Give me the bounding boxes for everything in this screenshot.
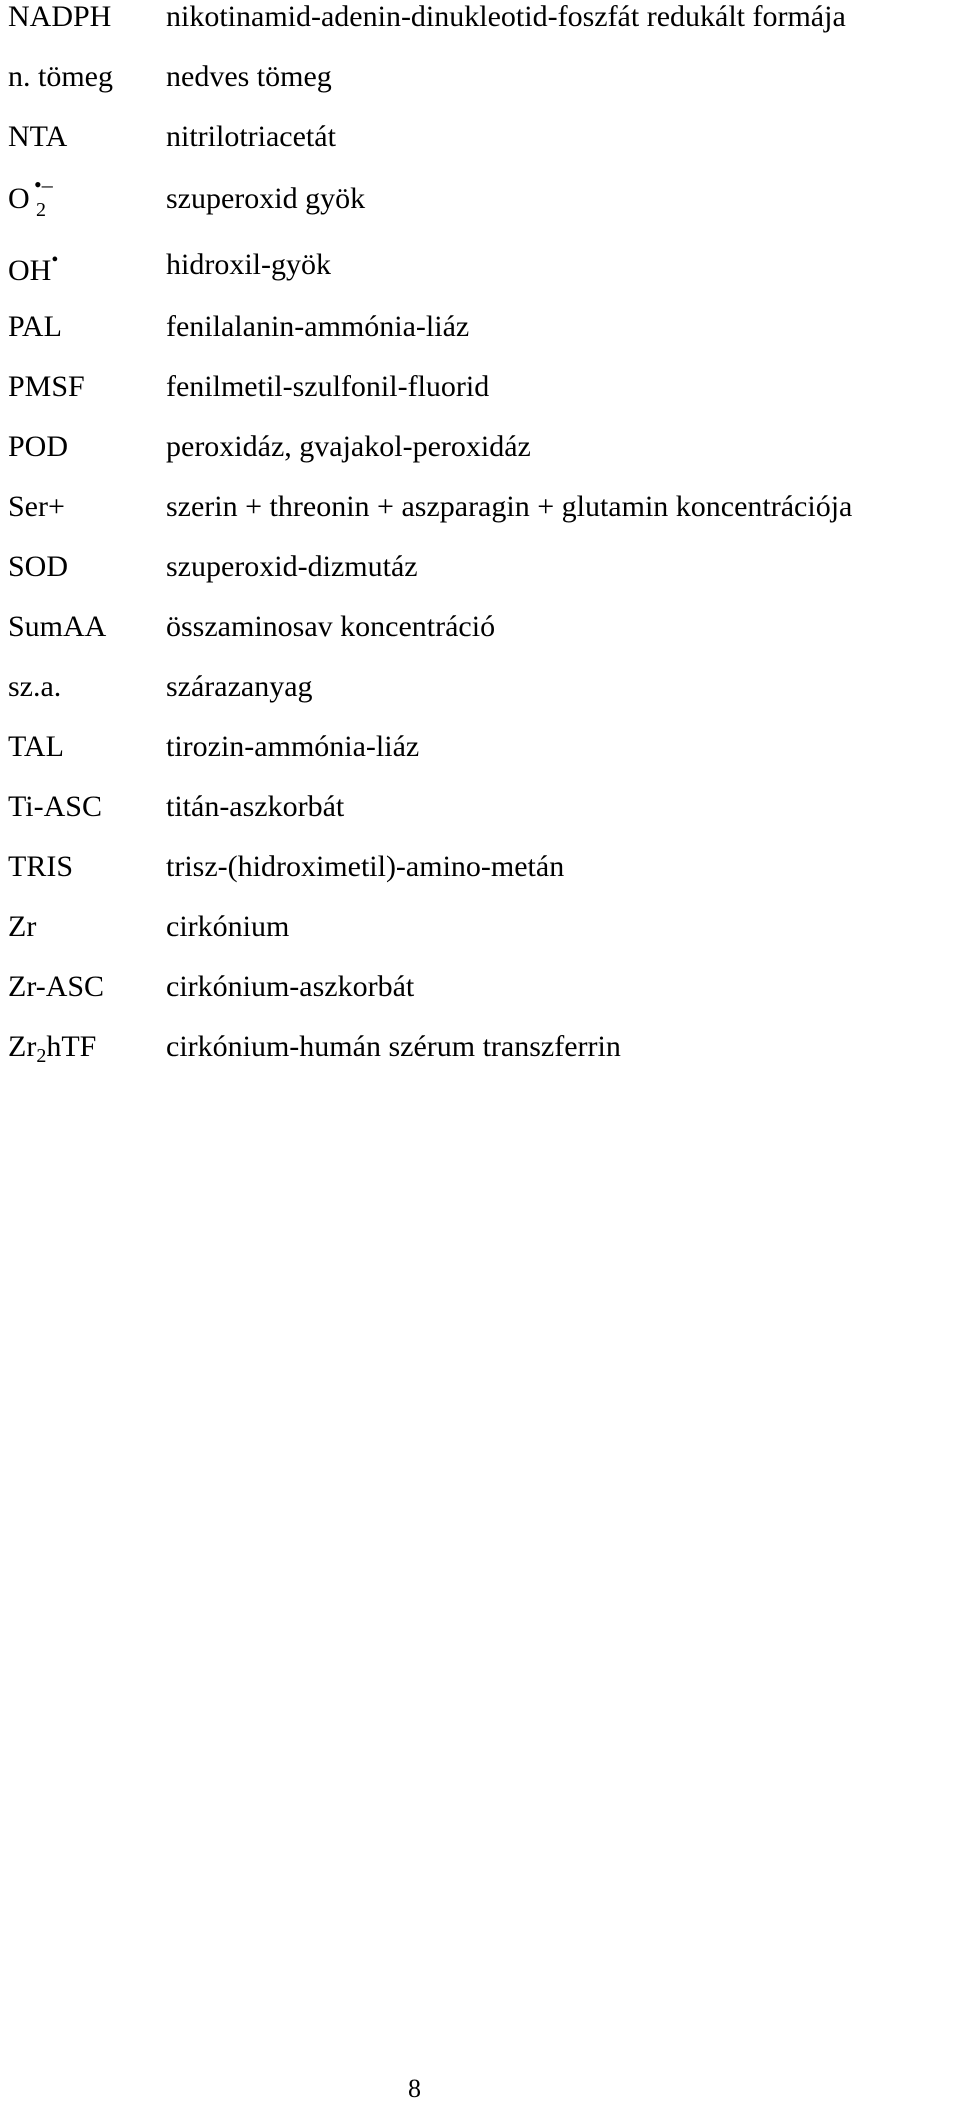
abbreviation-term: SOD <box>8 550 69 583</box>
symbol-main: OH <box>8 254 52 287</box>
abbreviation-row <box>0 312 960 360</box>
abbreviation-term: PMSF <box>8 370 85 403</box>
symbol-subscript: 2 <box>36 1045 47 1067</box>
abbreviation-definition: összaminosav koncentráció <box>166 610 496 643</box>
abbreviation-definition: fenilmetil-szulfonil-fluorid <box>166 370 490 403</box>
abbreviation-term: Zr <box>8 910 37 943</box>
abbreviation-row <box>0 432 960 480</box>
abbreviation-term: SumAA <box>8 610 107 643</box>
abbreviation-term: n. tömeg <box>8 60 113 93</box>
abbreviation-row <box>0 172 960 240</box>
abbreviation-definition: hidroxil-gyök <box>166 248 331 281</box>
abbreviation-definition: trisz-(hidroximetil)-amino-metán <box>166 850 565 883</box>
abbreviation-row <box>0 492 960 540</box>
abbreviation-term: NTA <box>8 120 68 153</box>
abbreviation-definition: szuperoxid-dizmutáz <box>166 550 418 583</box>
superoxide-symbol <box>8 172 68 224</box>
abbreviation-term <box>8 250 58 286</box>
abbreviation-definition: cirkónium-humán szérum transzferrin <box>166 1030 621 1063</box>
abbreviation-definition: szuperoxid gyök <box>166 182 366 215</box>
abbreviation-term <box>8 172 68 230</box>
abbreviation-definition: peroxidáz, gvajakol-peroxidáz <box>166 430 531 463</box>
abbreviation-term: POD <box>8 430 69 463</box>
abbreviation-definition: szerin + threonin + aszparagin + glutamin koncentrációja <box>166 490 853 523</box>
abbreviation-row <box>0 792 960 840</box>
abbreviation-row <box>0 122 960 170</box>
abbreviation-definition: cirkónium-aszkorbát <box>166 970 415 1003</box>
abbreviation-term: PAL <box>8 310 62 343</box>
abbreviation-row <box>0 250 960 298</box>
symbol-main: O <box>8 182 30 215</box>
abbreviation-term: TAL <box>8 730 64 763</box>
abbreviation-row <box>0 852 960 900</box>
abbreviation-row <box>0 1032 960 1080</box>
abbreviation-term: sz.a. <box>8 670 62 703</box>
symbol-subscript: 2 <box>36 199 46 221</box>
symbol-tail: hTF <box>46 1030 97 1063</box>
abbreviation-term: Zr-ASC <box>8 970 105 1003</box>
symbol-main: Zr <box>8 1030 37 1063</box>
abbreviation-term <box>8 1032 96 1066</box>
abbreviation-definition: szárazanyag <box>166 670 313 703</box>
abbreviation-definition: fenilalanin-ammónia-liáz <box>166 310 470 343</box>
abbreviation-definition: cirkónium <box>166 910 290 943</box>
abbreviation-row <box>0 972 960 1020</box>
abbreviation-row <box>0 2 960 50</box>
abbreviation-row <box>0 612 960 660</box>
abbreviation-row <box>0 912 960 960</box>
abbreviation-row <box>0 672 960 720</box>
abbreviation-row <box>0 552 960 600</box>
abbreviation-definition: titán-aszkorbát <box>166 790 345 823</box>
abbreviation-definition: nikotinamid-adenin-dinukleotid-foszfát redukált formája <box>166 0 846 33</box>
abbreviation-row <box>0 732 960 780</box>
abbreviation-term: Ser+ <box>8 490 65 523</box>
abbreviation-definition: nitrilotriacetát <box>166 120 336 153</box>
abbreviation-row <box>0 62 960 110</box>
abbreviation-row <box>0 372 960 420</box>
radical-dot-superscript: • <box>51 249 59 271</box>
page-number: 8 <box>408 2074 421 2103</box>
abbreviation-definition: nedves tömeg <box>166 60 332 93</box>
radical-charge-superscript: •– <box>34 172 53 197</box>
abbreviation-term: TRIS <box>8 850 74 883</box>
abbreviation-term: Ti-ASC <box>8 790 102 823</box>
abbreviation-term: NADPH <box>8 0 112 33</box>
abbreviation-definition: tirozin-ammónia-liáz <box>166 730 420 763</box>
